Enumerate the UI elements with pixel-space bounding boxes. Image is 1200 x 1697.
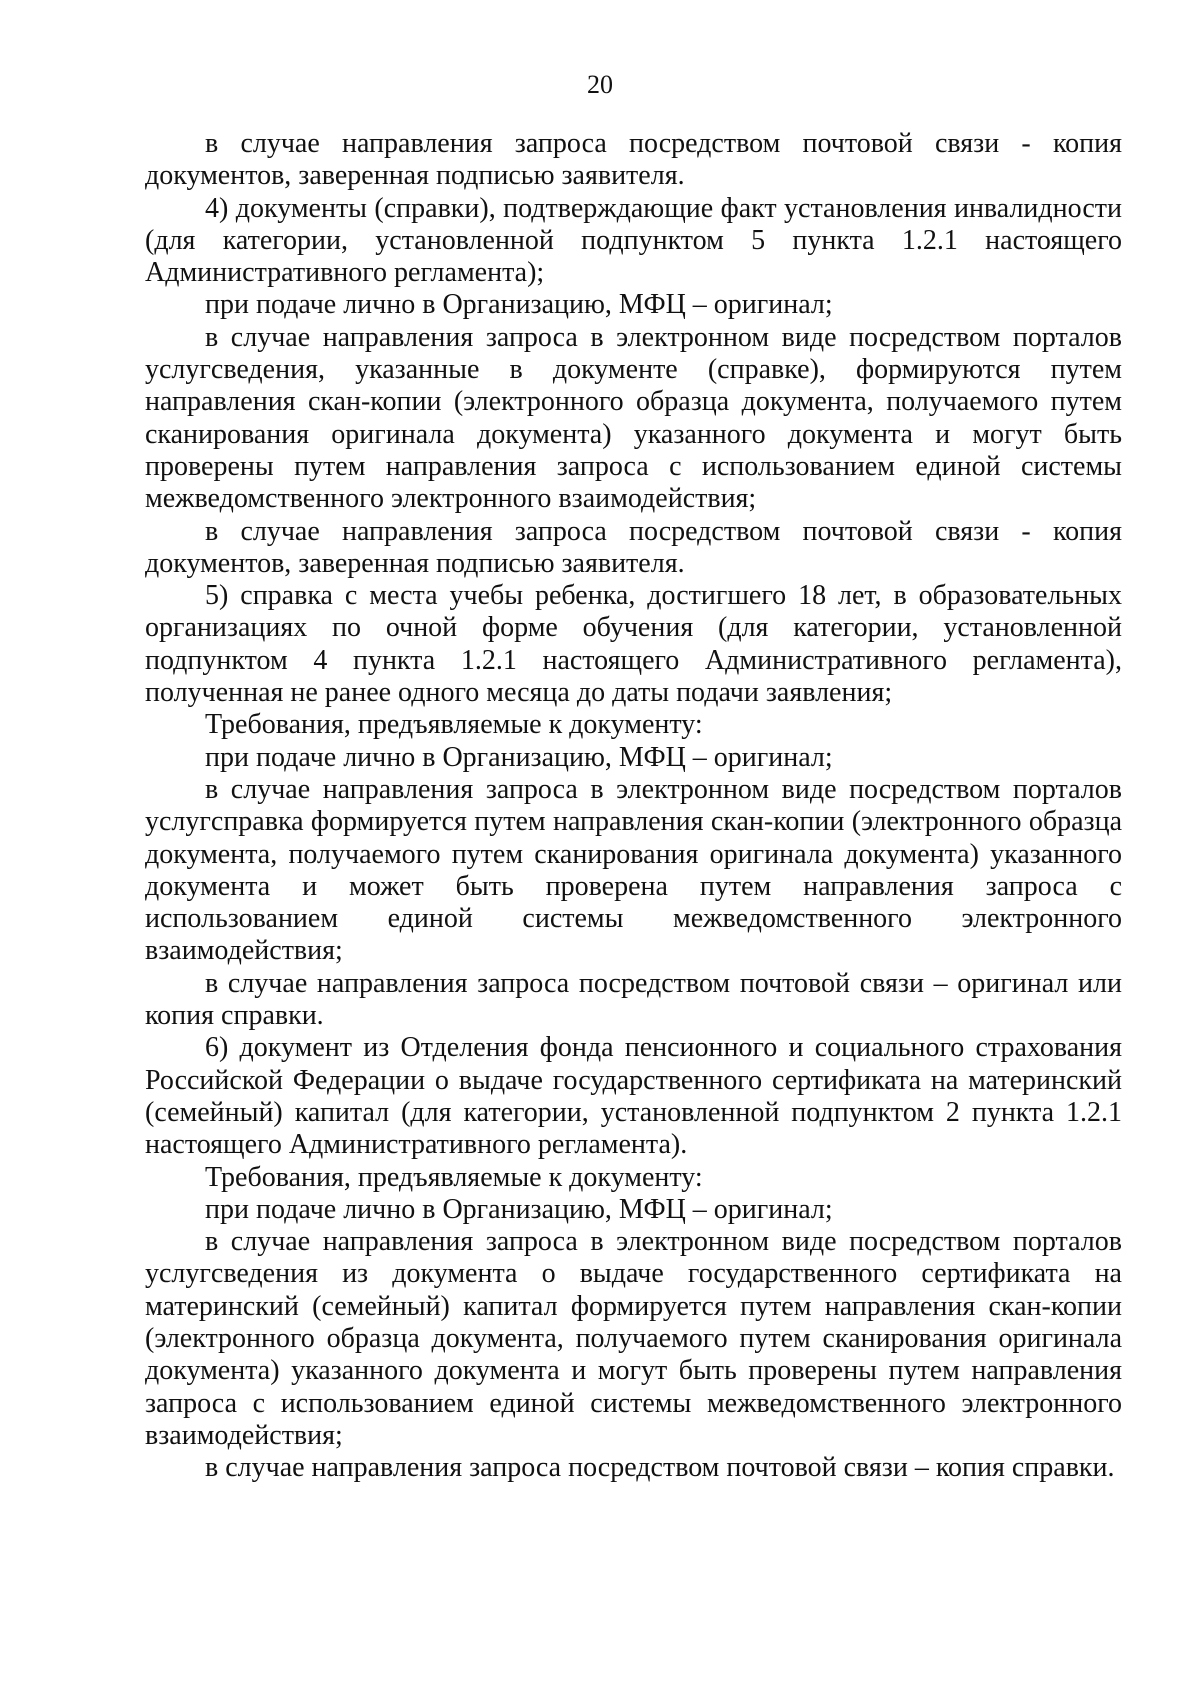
paragraph: в случае направления запроса посредством почтовой связи - копия документов, заверенная подписью заявителя.	[145, 515, 1122, 579]
paragraph: в случае направления запроса в электронном виде посредством порталов услугсведения из документа о выдаче государственного сертификата на материнский (семейный) капитал формируется путем направления скан-копии (электронного образца документа, получаемого путем сканирования оригинала документа) указанного документа и могут быть проверены путем направления запроса с использованием единой системы межведомственного электронного взаимодействия;	[145, 1226, 1122, 1451]
paragraph: в случае направления запроса в электронном виде посредством порталов услугсправка формируется путем направления скан-копии (электронного образца документа, получаемого путем сканирования оригинала документа) указанного документа и может быть проверена путем направления запроса с использованием единой системы межведомственного электронного взаимодействия;	[145, 773, 1122, 967]
page-number: 20	[587, 70, 613, 99]
paragraph: в случае направления запроса в электронном виде посредством порталов услугсведения, указанные в документе (справке), формируются путем направления скан-копии (электронного образца документа, получаемого путем сканирования оригинала документа) указанного документа и могут быть проверены путем направления запроса с использованием единой системы межведомственного электронного взаимодействия;	[145, 321, 1122, 515]
paragraph: при подаче лично в Организацию, МФЦ – оригинал;	[205, 741, 833, 773]
paragraph: в случае направления запроса посредством почтовой связи - копия документов, заверенная подписью заявителя.	[145, 128, 1122, 192]
paragraph: при подаче лично в Организацию, МФЦ – оригинал;	[205, 1193, 833, 1225]
paragraph: Требования, предъявляемые к документу:	[205, 709, 703, 741]
paragraph: Требования, предъявляемые к документу:	[205, 1161, 703, 1193]
document-body	[145, 128, 1122, 1484]
paragraph: в случае направления запроса посредством почтовой связи – оригинал или копия справки.	[145, 967, 1122, 1032]
paragraph: в случае направления запроса посредством почтовой связи – копия справки.	[205, 1452, 1115, 1484]
paragraph: 4) документы (справки), подтверждающие факт установления инвалидности (для категории, установленной подпунктом 5 пункта 1.2.1 настоящего Административного регламента);	[145, 192, 1122, 289]
paragraph: при подаче лично в Организацию, МФЦ – оригинал;	[205, 289, 833, 321]
paragraph: 6) документ из Отделения фонда пенсионного и социального страхования Российской Федерации о выдаче государственного сертификата на материнский (семейный) капитал (для категории, установленной подпунктом 2 пункта 1.2.1 настоящего Административного регламента).	[145, 1032, 1122, 1161]
paragraph: 5) справка с места учебы ребенка, достигшего 18 лет, в образовательных организациях по очной форме обучения (для категории, установленной подпунктом 4 пункта 1.2.1 настоящего Административного регламента), полученная не ранее одного месяца до даты подачи заявления;	[145, 580, 1122, 709]
